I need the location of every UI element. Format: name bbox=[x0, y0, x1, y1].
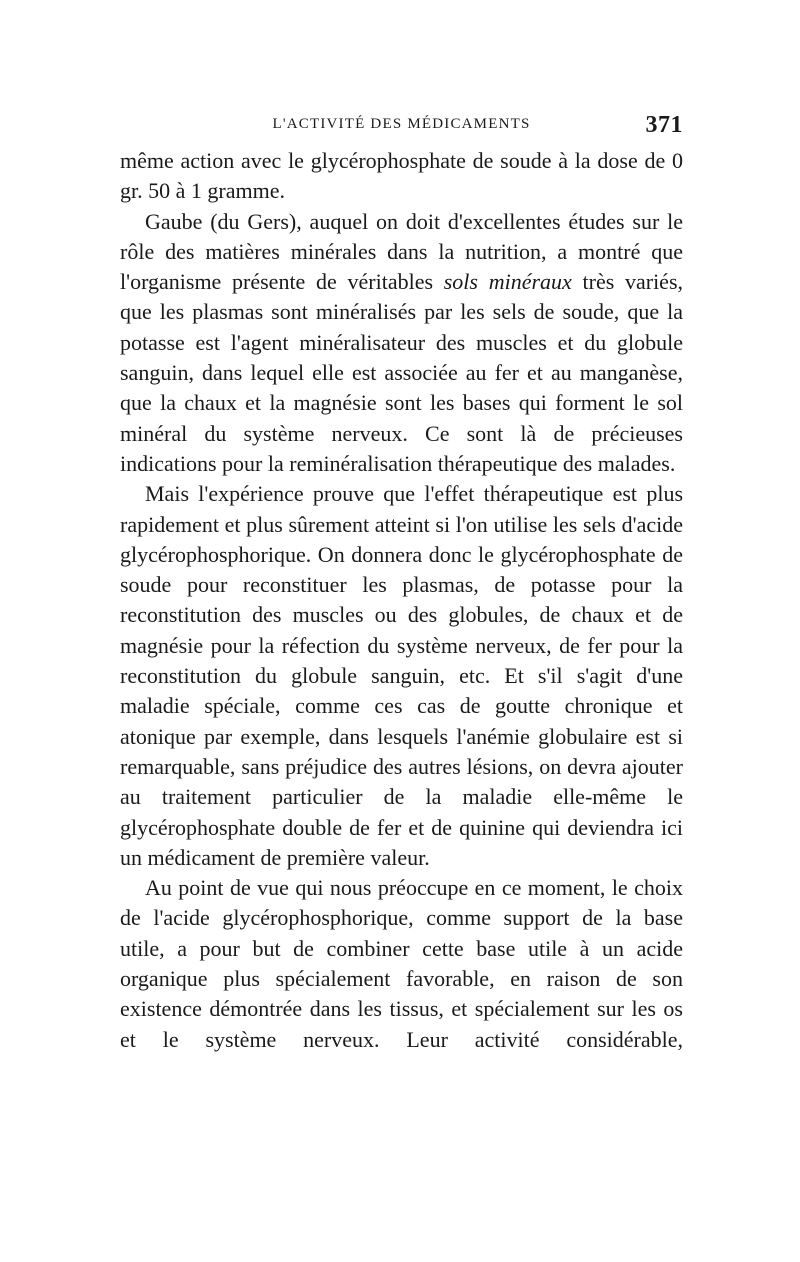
paragraph-2 bbox=[120, 207, 683, 480]
paragraph-3: Mais l'expérience prouve que l'effet thérapeutique est plus rapidement et plus sûrement atteint si l'on utilise les sels d'acide glycérophosphorique. On donnera donc le glycérophosphate de soude pour reconstituer les plasmas, de potasse pour la reconstitution des muscles ou des globules, de chaux et de magnésie pour la réfection du système nerveux, de fer pour la reconstitution du globule sanguin, etc. Et s'il s'agit d'une maladie spéciale, comme ces cas de goutte chronique et atonique par exemple, dans lesquels l'anémie globulaire est si remarquable, sans préjudice des autres lésions, on devra ajouter au traitement particulier de la maladie elle-même le glycérophosphate double de fer et de quinine qui deviendra ici un médicament de première valeur. bbox=[120, 481, 683, 870]
running-title: L'ACTIVITÉ DES MÉDICAMENTS bbox=[272, 116, 531, 132]
paragraph-2-part-2: très variés, que les plasmas sont minéralisés par les sels de soude, que la potasse est l'agent minéralisateur des muscles et du globule sanguin, dans lequel elle est associée au fer et au manganèse, que la chaux et la magnésie sont les bases qui forment le sol minéral du système nerveux. Ce sont là de précieuses indications pour la reminéralisation thérapeutique des malades. bbox=[120, 269, 684, 476]
paragraph-4: Au point de vue qui nous préoccupe en ce moment, le choix de l'acide glycérophosphorique, comme support de la base utile, a pour but de combiner cette base utile à un acide organique plus spécialement favorable, en raison de son existence démontrée dans les tissus, et spécialement sur les os et le système nerveux. Leur activité considérable, bbox=[120, 875, 683, 1052]
paragraph-2-emphasis: sols minéraux bbox=[443, 269, 572, 295]
paragraph-1: même action avec le glycérophosphate de soude à la dose de 0 gr. 50 à 1 gramme. bbox=[120, 148, 683, 204]
page-number: 371 bbox=[645, 112, 683, 138]
running-head bbox=[120, 112, 683, 142]
body-text bbox=[120, 146, 683, 1055]
paragraph-2-part-1: Gaube (du Gers), auquel on doit d'excellentes études sur le rôle des matières minérales dans la nutrition, a montré que l'organisme présente de véritables bbox=[120, 208, 683, 295]
